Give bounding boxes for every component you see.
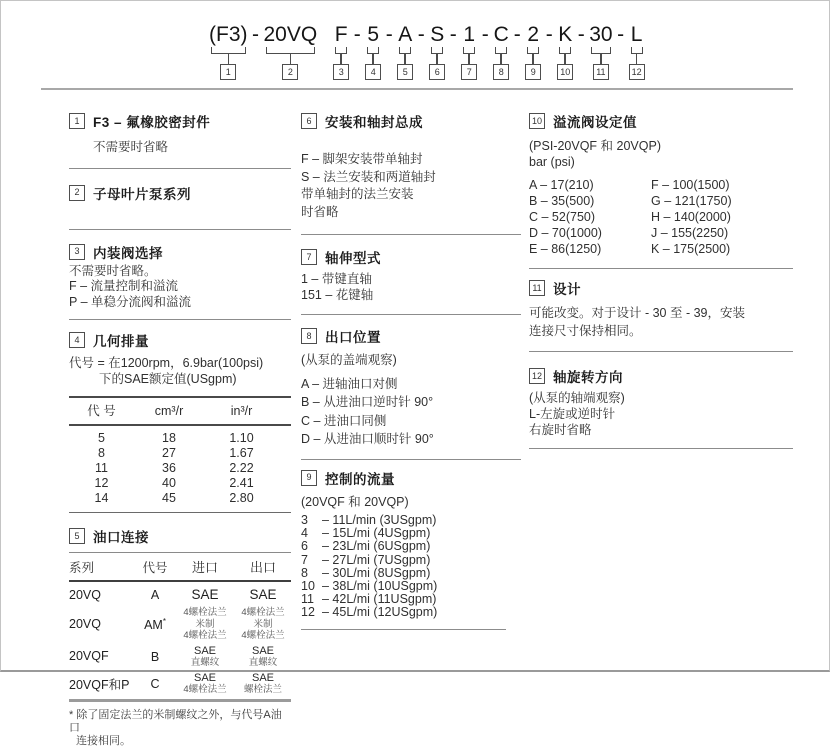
port-line: 4螺栓法兰 bbox=[183, 630, 227, 641]
table-row bbox=[69, 431, 291, 446]
option-line: 1 – 带键直轴 bbox=[301, 272, 372, 286]
column-header: 出口 bbox=[249, 560, 276, 575]
cell-series: 20VQF bbox=[69, 649, 109, 664]
section-number-box: 2 bbox=[69, 185, 85, 201]
code-segment bbox=[209, 23, 248, 80]
port-line: 4螺栓法兰 bbox=[183, 607, 227, 618]
code-text: A bbox=[150, 588, 160, 603]
flow-code: 6 bbox=[301, 539, 308, 554]
section-title: 溢流阀设定值 bbox=[553, 115, 638, 130]
text-line: 连接尺寸保持相同。 bbox=[529, 324, 642, 338]
relief-settings-list bbox=[529, 178, 793, 256]
bracket bbox=[211, 47, 246, 54]
column-right bbox=[529, 111, 793, 449]
section-title: 几何排量 bbox=[93, 334, 149, 349]
table-row bbox=[69, 606, 291, 643]
cell-cm3r: 40 bbox=[162, 476, 176, 490]
relief-setting: F – 100(1500) bbox=[651, 178, 730, 192]
displacement-desc: 代号 = 在1200rpm，6.9bar(100psi) bbox=[69, 356, 264, 370]
cell-in3r: 2.41 bbox=[229, 476, 254, 490]
code-text: AM bbox=[144, 617, 163, 632]
code-mark: * bbox=[162, 616, 166, 626]
code-separator: - bbox=[577, 23, 585, 46]
section-3-options bbox=[69, 264, 291, 311]
displacement-table bbox=[69, 396, 291, 513]
code-separator: - bbox=[353, 23, 361, 46]
section-10-units: bar (psi) bbox=[529, 154, 575, 169]
connector-line bbox=[436, 54, 438, 64]
section-number-box: 5 bbox=[69, 528, 85, 544]
section-title: 轴旋转方向 bbox=[553, 370, 624, 385]
table-rule bbox=[69, 512, 291, 513]
section-divider bbox=[301, 314, 521, 315]
section-5-header bbox=[69, 526, 291, 546]
code-segment-text: K bbox=[558, 23, 573, 46]
code-number-box: 10 bbox=[557, 64, 573, 80]
cell-cm3r: 18 bbox=[162, 431, 176, 445]
relief-setting: H – 140(2000) bbox=[651, 210, 731, 224]
section-title: 控制的流量 bbox=[325, 471, 395, 487]
code-number-box: 9 bbox=[525, 64, 541, 80]
code-number-box: 2 bbox=[282, 64, 298, 80]
table-row bbox=[69, 446, 291, 461]
flow-desc: – 15L/mi (4USgpm) bbox=[322, 526, 431, 541]
section-1-header bbox=[69, 111, 291, 131]
connector-line bbox=[500, 54, 502, 64]
cell-code: 5 bbox=[98, 431, 105, 445]
section-number-box: 1 bbox=[69, 113, 85, 129]
section-6-options bbox=[301, 151, 521, 221]
footnote-line: * 除了固定法兰的米制螺纹之外，与代号A油口 bbox=[69, 708, 282, 734]
flow-desc: – 38L/mi (10USgpm) bbox=[322, 579, 438, 594]
code-text: C bbox=[150, 677, 160, 692]
port-line: 直螺纹 bbox=[190, 656, 220, 668]
bracket bbox=[559, 47, 571, 54]
code-separator: - bbox=[513, 23, 521, 46]
bracket bbox=[367, 47, 379, 54]
section-divider bbox=[301, 629, 506, 630]
table-rule bbox=[69, 699, 291, 702]
flow-desc: – 30L/mi (8USgpm) bbox=[322, 565, 431, 580]
cell-outlet bbox=[235, 586, 291, 603]
port-table-footnote bbox=[69, 709, 291, 748]
table-row bbox=[69, 491, 291, 506]
cell-series: 20VQF和P bbox=[69, 677, 130, 692]
table-header-row bbox=[69, 553, 291, 580]
port-line: 米制 bbox=[253, 618, 273, 630]
cell-in3r: 1.67 bbox=[229, 446, 254, 460]
section-10-subtitle: (PSI-20VQF 和 20VQP) bbox=[529, 139, 661, 153]
section-divider bbox=[529, 351, 793, 352]
bracket bbox=[495, 47, 507, 54]
code-segment-text: 2 bbox=[527, 23, 540, 46]
code-separator: - bbox=[385, 23, 393, 46]
cell-outlet bbox=[235, 607, 291, 642]
code-segment-text: 5 bbox=[367, 23, 380, 46]
table-row bbox=[69, 670, 291, 699]
cell-code bbox=[135, 587, 175, 602]
section-divider bbox=[69, 229, 291, 230]
code-separator: - bbox=[617, 23, 625, 46]
code-text: B bbox=[150, 649, 160, 664]
section-number-box: 7 bbox=[301, 249, 317, 265]
cell-cm3r: 27 bbox=[162, 446, 176, 460]
column-header: 代 号 bbox=[87, 404, 116, 418]
section-title: 安装和轴封总成 bbox=[325, 115, 423, 130]
code-number-box: 12 bbox=[629, 64, 645, 80]
code-segment bbox=[525, 23, 541, 80]
flow-code: 7 bbox=[301, 552, 308, 567]
option-line: D – 从进油口顺时针 90° bbox=[301, 432, 434, 446]
port-line: 直螺纹 bbox=[248, 656, 278, 668]
section-7-options bbox=[301, 272, 521, 303]
displacement-desc: 下的SAE额定值(USgpm) bbox=[99, 371, 237, 386]
section-9-header bbox=[301, 468, 521, 488]
code-number-box: 3 bbox=[333, 64, 349, 80]
flow-code: 3 bbox=[301, 513, 308, 527]
option-line: 时省略 bbox=[301, 204, 339, 219]
option-line: F – 脚架安装带单轴封 bbox=[301, 152, 423, 166]
bracket bbox=[431, 47, 443, 54]
code-segment bbox=[397, 23, 413, 80]
port-line: 4螺栓法兰 bbox=[241, 630, 285, 641]
section-8-options bbox=[301, 375, 521, 449]
connector-line bbox=[228, 54, 230, 64]
code-separator: - bbox=[481, 23, 489, 46]
header-divider bbox=[41, 88, 793, 90]
relief-setting: E – 86(1250) bbox=[529, 242, 602, 256]
section-title: 内装阀选择 bbox=[93, 245, 163, 261]
cell-inlet bbox=[175, 607, 235, 642]
table-row bbox=[69, 476, 291, 491]
cell-inlet bbox=[175, 645, 235, 669]
flow-code: 12 bbox=[301, 605, 315, 620]
section-number-box: 9 bbox=[301, 470, 317, 486]
section-11-text bbox=[529, 304, 793, 340]
code-separator: - bbox=[449, 23, 457, 46]
port-line: SAE bbox=[251, 644, 274, 657]
cell-code: 8 bbox=[98, 446, 105, 460]
table-body bbox=[69, 426, 291, 512]
code-segment bbox=[264, 23, 318, 80]
section-2-header bbox=[69, 183, 291, 203]
column-header: in³/r bbox=[230, 404, 253, 418]
bracket bbox=[591, 47, 610, 54]
flow-desc: – 11L/min (3USgpm) bbox=[322, 513, 437, 527]
code-separator: - bbox=[545, 23, 553, 46]
connector-line bbox=[564, 54, 566, 64]
bracket bbox=[335, 47, 347, 54]
connector-line bbox=[468, 54, 470, 64]
bracket bbox=[631, 47, 643, 54]
section-divider bbox=[529, 268, 793, 269]
section-divider bbox=[301, 234, 521, 235]
code-separator: - bbox=[417, 23, 425, 46]
relief-setting: J – 155(2250) bbox=[651, 226, 729, 240]
connector-line bbox=[404, 54, 406, 64]
table-row bbox=[69, 582, 291, 606]
flow-desc: – 45L/mi (12USgpm) bbox=[322, 605, 438, 620]
section-number-box: 3 bbox=[69, 244, 85, 260]
flow-desc: – 42L/mi (11USgpm) bbox=[322, 592, 437, 607]
flow-code: 10 bbox=[301, 579, 315, 594]
code-segment bbox=[557, 23, 573, 80]
flow-item bbox=[301, 606, 521, 619]
code-number-box: 1 bbox=[220, 64, 236, 80]
relief-setting: G – 121(1750) bbox=[651, 194, 732, 208]
section-12-text bbox=[529, 390, 793, 438]
port-line: 4螺栓法兰 bbox=[183, 684, 227, 695]
port-line: SAE bbox=[191, 587, 219, 602]
column-left bbox=[69, 111, 291, 748]
option-line: C – 进油口同侧 bbox=[301, 413, 387, 428]
cell-inlet bbox=[175, 672, 235, 696]
code-segment-text: A bbox=[398, 23, 413, 46]
code-number-box: 4 bbox=[365, 64, 381, 80]
cell-code bbox=[135, 649, 175, 664]
section-10-header bbox=[529, 111, 793, 131]
port-line: SAE bbox=[249, 587, 277, 602]
section-number-box: 11 bbox=[529, 280, 545, 296]
column-header: cm³/r bbox=[154, 404, 184, 418]
code-segment bbox=[461, 23, 477, 80]
relief-setting: D – 70(1000) bbox=[529, 226, 602, 240]
option-line: F – 流量控制和溢流 bbox=[69, 279, 179, 293]
bracket bbox=[527, 47, 539, 54]
table-row bbox=[69, 461, 291, 476]
flow-code: 8 bbox=[301, 565, 308, 580]
text-line: (从泵的轴端观察) bbox=[529, 391, 625, 405]
section-11-header bbox=[529, 278, 793, 298]
option-line: 不需要时省略。 bbox=[69, 263, 157, 278]
code-segment bbox=[365, 23, 381, 80]
cell-in3r: 1.10 bbox=[229, 431, 254, 445]
option-line: 带单轴封的法兰安装 bbox=[301, 187, 414, 201]
code-segment-text: F bbox=[334, 23, 348, 46]
column-header: 系列 bbox=[69, 560, 95, 575]
relief-setting: B – 35(500) bbox=[529, 194, 595, 208]
connector-line bbox=[636, 54, 638, 64]
bracket bbox=[463, 47, 475, 54]
option-line: P – 单稳分流阀和溢流 bbox=[69, 294, 192, 309]
section-3-header bbox=[69, 242, 291, 262]
cell-code: 14 bbox=[94, 491, 109, 505]
section-9-subtitle: (20VQF 和 20VQP) bbox=[301, 494, 409, 509]
connector-line bbox=[372, 54, 374, 64]
column-middle bbox=[301, 111, 521, 630]
flow-item bbox=[301, 554, 521, 567]
section-number-box: 8 bbox=[301, 328, 317, 344]
section-title: 子母叶片泵系列 bbox=[93, 186, 191, 202]
connector-line bbox=[532, 54, 534, 64]
flow-code: 11 bbox=[301, 592, 314, 607]
section-divider bbox=[529, 448, 793, 449]
section-7-header bbox=[301, 247, 521, 267]
code-number-box: 6 bbox=[429, 64, 445, 80]
code-segment bbox=[333, 23, 349, 80]
code-segment bbox=[589, 23, 612, 80]
code-segment-text: S bbox=[430, 23, 445, 46]
cell-code: 12 bbox=[94, 476, 109, 490]
relief-setting: A – 17(210) bbox=[529, 178, 594, 192]
flow-list bbox=[301, 514, 521, 620]
section-6-header bbox=[301, 111, 521, 131]
column-header: 代号 bbox=[142, 560, 168, 575]
code-number-box: 11 bbox=[593, 64, 609, 80]
cell-code bbox=[135, 676, 175, 691]
table-row bbox=[69, 643, 291, 671]
section-number-box: 6 bbox=[301, 113, 317, 129]
bracket bbox=[266, 47, 316, 54]
section-divider bbox=[301, 459, 521, 460]
section-number-box: 12 bbox=[529, 368, 545, 384]
connector-line bbox=[600, 54, 602, 64]
port-line: 螺栓法兰 bbox=[243, 684, 282, 695]
code-segment-text: 1 bbox=[463, 23, 476, 46]
cell-code bbox=[135, 617, 175, 632]
option-line: A – 进轴油口对侧 bbox=[301, 376, 398, 391]
code-segment bbox=[493, 23, 509, 80]
cell-in3r: 2.80 bbox=[229, 491, 254, 505]
section-divider bbox=[69, 319, 291, 320]
cell-series: 20VQ bbox=[69, 587, 101, 602]
cell-cm3r: 45 bbox=[162, 491, 176, 505]
section-title: F3 – 氟橡胶密封件 bbox=[93, 115, 211, 130]
table-header-row bbox=[69, 398, 291, 424]
port-line: SAE bbox=[251, 672, 274, 684]
text-line: 可能改变。对于设计 - 30 至 - 39，安装 bbox=[529, 306, 745, 320]
cell-cm3r: 36 bbox=[162, 461, 176, 475]
section-title: 出口位置 bbox=[325, 330, 381, 345]
flow-code: 4 bbox=[301, 526, 308, 541]
section-8-header bbox=[301, 326, 521, 346]
flow-desc: – 27L/mi (7USgpm) bbox=[322, 552, 431, 567]
relief-setting: C – 52(750) bbox=[529, 210, 596, 224]
text-line: L-左旋或逆时针 bbox=[529, 407, 616, 421]
connector-line bbox=[290, 54, 292, 64]
cell-outlet bbox=[235, 645, 291, 669]
port-line: SAE bbox=[193, 672, 216, 684]
code-segment-text: 20VQ bbox=[263, 23, 318, 46]
section-number-box: 10 bbox=[529, 113, 545, 129]
section-12-header bbox=[529, 366, 793, 386]
code-segment-text: L bbox=[630, 23, 643, 46]
flow-item bbox=[301, 540, 521, 553]
section-4-header bbox=[69, 330, 291, 350]
column-header: 进口 bbox=[191, 560, 218, 575]
bracket bbox=[399, 47, 411, 54]
code-segment bbox=[629, 23, 645, 80]
code-separator: - bbox=[252, 23, 259, 46]
option-line: 151 – 花键轴 bbox=[301, 287, 374, 302]
port-connection-table bbox=[69, 552, 291, 702]
relief-setting: K – 175(2500) bbox=[651, 242, 731, 256]
cell-inlet bbox=[175, 586, 235, 603]
section-divider bbox=[69, 168, 291, 169]
code-number-box: 5 bbox=[397, 64, 413, 80]
section-title: 轴伸型式 bbox=[325, 251, 381, 266]
cell-outlet bbox=[235, 672, 291, 696]
code-number-box: 7 bbox=[461, 64, 477, 80]
section-8-subtitle: (从泵的盖端观察) bbox=[301, 353, 397, 367]
section-number-box: 4 bbox=[69, 332, 85, 348]
connector-line bbox=[340, 54, 342, 64]
cell-in3r: 2.22 bbox=[229, 461, 254, 475]
code-segment-text: C bbox=[493, 23, 509, 46]
port-line: SAE bbox=[193, 644, 216, 657]
option-line: S – 法兰安装和两道轴封 bbox=[301, 169, 436, 184]
code-segment bbox=[429, 23, 445, 80]
section-title: 设计 bbox=[553, 282, 581, 297]
section-1-note: 不需要时省略 bbox=[93, 140, 169, 154]
port-line: 米制 bbox=[195, 618, 215, 630]
text-line: 右旋时省略 bbox=[529, 423, 592, 437]
cell-code: 11 bbox=[95, 461, 108, 475]
code-number-box: 8 bbox=[493, 64, 509, 80]
code-segment-text: (F3) bbox=[209, 23, 248, 46]
footnote-line: 连接相同。 bbox=[76, 734, 131, 747]
cell-series: 20VQ bbox=[69, 617, 101, 632]
option-line: B – 从进油口逆时针 90° bbox=[301, 395, 434, 409]
flow-desc: – 23L/mi (6USgpm) bbox=[322, 539, 431, 554]
port-line: 4螺栓法兰 bbox=[241, 607, 285, 618]
code-segment-text: 30 bbox=[589, 23, 613, 46]
section-title: 油口连接 bbox=[93, 530, 149, 545]
model-code-diagram bbox=[209, 23, 645, 80]
